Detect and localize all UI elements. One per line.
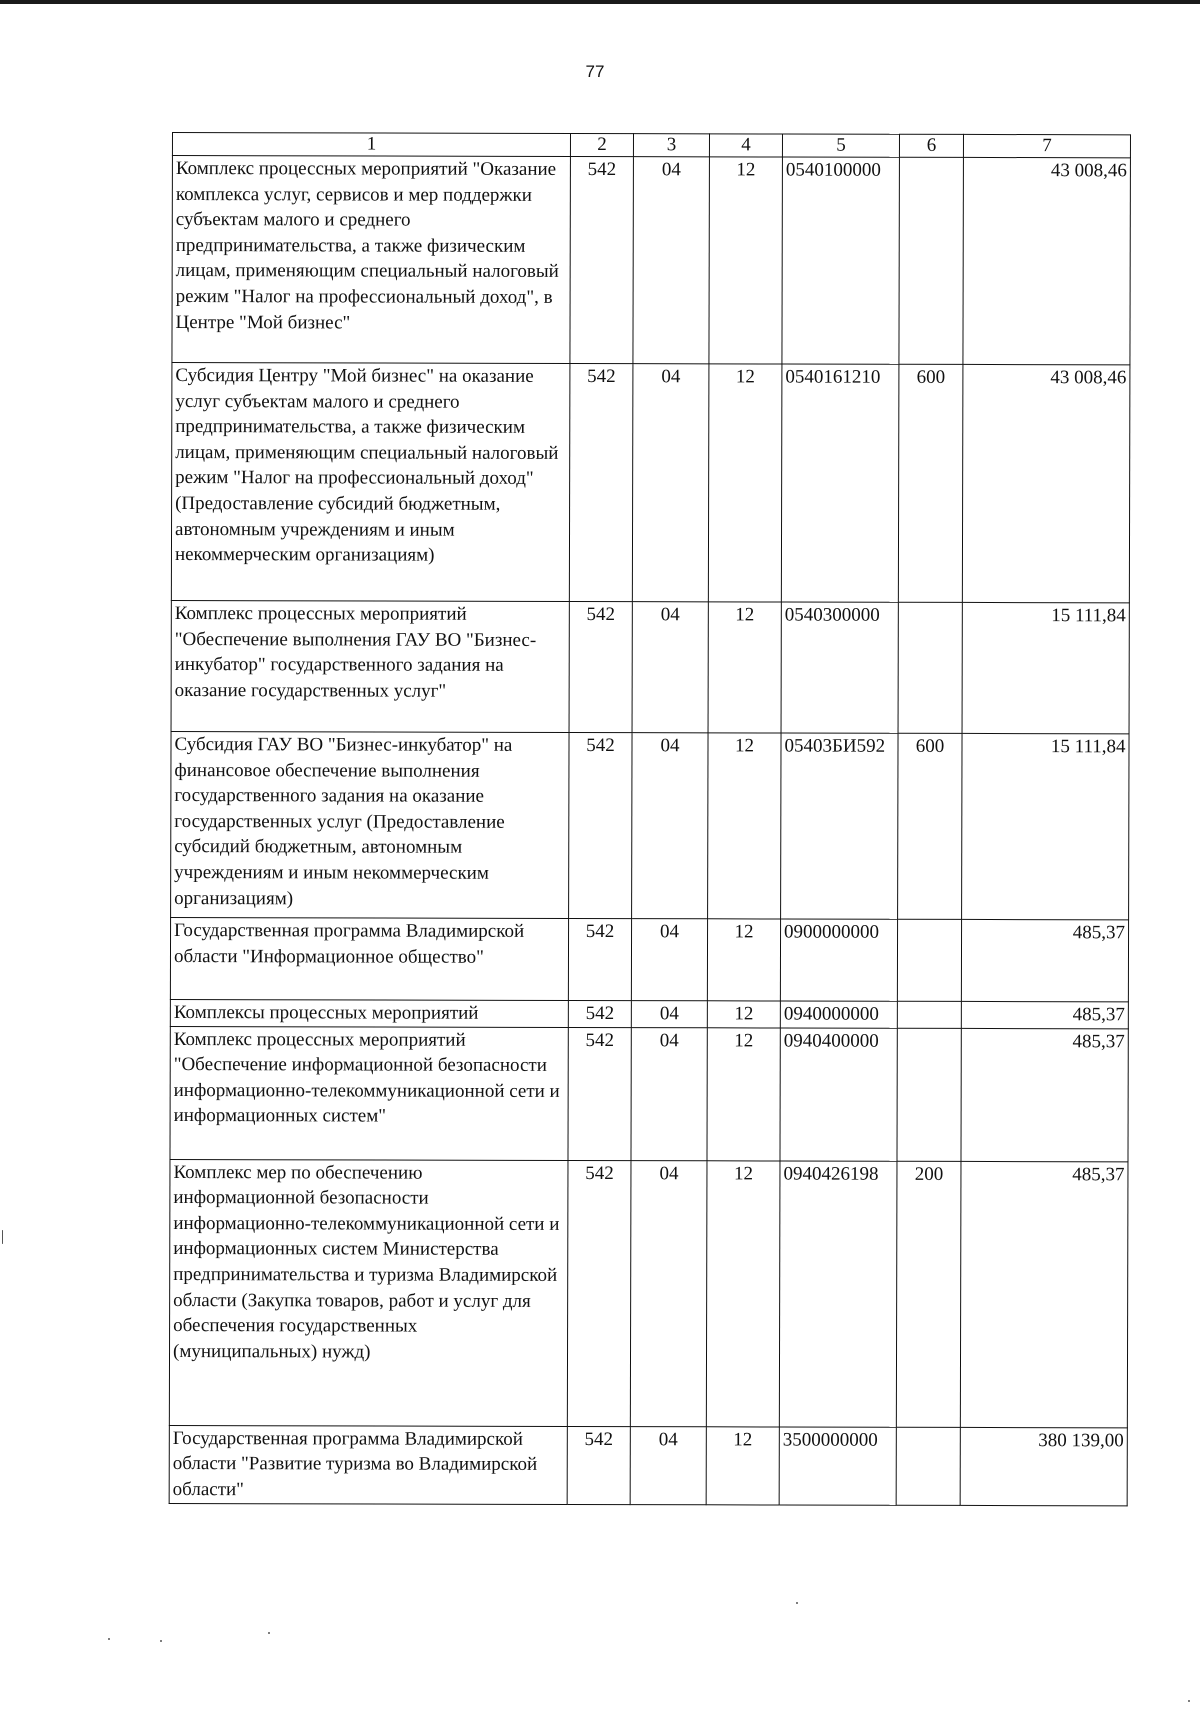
header-row: [172, 133, 1130, 158]
column-header: 6: [899, 134, 963, 157]
row-code-6: [899, 157, 964, 364]
row-code-5: 0940400000: [780, 1028, 897, 1161]
column-header: 2: [570, 133, 633, 156]
row-code-4: 12: [708, 602, 781, 733]
row-code-3: 04: [630, 1426, 706, 1504]
row-name: Государственная программа Владимирской области "Информационное общество": [170, 917, 568, 1000]
row-code-2: 542: [569, 363, 633, 601]
row-code-2: 542: [568, 1027, 631, 1160]
row-name: Комплекс процессных мероприятий "Оказание комплекса услуг, сервисов и мер поддержки субъектам малого и среднего предпринимательства, а также физическим лицам, применяющим специальный налоговый режим "Налог на профессиональный доход", в Центре "Мой бизнес": [172, 156, 571, 364]
row-code-5: 0940000000: [780, 1001, 897, 1028]
row-code-4: 12: [706, 1426, 779, 1504]
row-code-6: [898, 602, 962, 733]
scan-speck: [160, 1640, 162, 1642]
column-header: 3: [633, 134, 709, 157]
table-row: [169, 1159, 1128, 1427]
row-code-4: 12: [707, 1001, 780, 1028]
row-code-6: [897, 1001, 961, 1028]
scan-speck: [1188, 1700, 1190, 1702]
row-code-3: 04: [631, 919, 707, 1001]
row-code-5: 0940426198: [779, 1161, 897, 1427]
row-code-5: 05403БИ592: [781, 733, 898, 919]
row-code-2: 542: [569, 732, 632, 918]
row-name: Субсидия Центру "Мой бизнес" на оказание услуг субъектам малого и среднего предпринимательства, а также физическим лицам, применяющим специальный налоговый режим "Налог на профессиональный доход" (Предоставление субсидий бюджетным, автономным учреждениям и иным некоммерческим организациям): [171, 363, 570, 602]
table-row: [171, 731, 1129, 919]
row-code-2: 542: [567, 1160, 631, 1426]
row-code-6: 600: [898, 733, 962, 919]
row-name: Комплексы процессных мероприятий: [170, 999, 568, 1027]
row-code-6: [897, 919, 961, 1001]
page-number: 77: [585, 62, 605, 81]
row-code-4: 12: [707, 1027, 780, 1160]
table-row: [170, 917, 1128, 1001]
row-code-2: 542: [569, 601, 632, 732]
row-code-5: 0540100000: [782, 157, 900, 364]
scan-speck: [108, 1638, 110, 1640]
row-code-4: 12: [708, 733, 781, 919]
row-amount: 485,37: [961, 1001, 1128, 1028]
row-amount: 15 111,84: [962, 733, 1129, 919]
row-code-3: 04: [630, 1160, 707, 1426]
row-code-2: 542: [570, 156, 634, 363]
scan-speck: [268, 1632, 270, 1634]
row-code-6: 200: [896, 1161, 961, 1427]
column-header: 7: [963, 134, 1130, 157]
row-amount: 43 008,46: [962, 364, 1130, 602]
row-code-3: 04: [632, 733, 708, 919]
budget-table: [169, 132, 1131, 1506]
scan-speck: [796, 1602, 798, 1604]
table-row: [171, 600, 1129, 733]
row-amount: 485,37: [961, 919, 1128, 1001]
row-code-2: 542: [568, 1000, 631, 1027]
column-header: 5: [782, 134, 899, 157]
row-code-6: [896, 1427, 960, 1505]
row-amount: 43 008,46: [963, 157, 1131, 364]
row-name: Комплекс мер по обеспечению информационной безопасности информационно-телекоммуникационной сети и информационных систем Министерства предпринимательства и туризма Владимирской области (Закупка товаров, работ и услуг для обеспечения государственных (муниципальных) нужд): [169, 1159, 568, 1426]
row-code-4: 12: [706, 1160, 780, 1426]
row-amount: 15 111,84: [962, 602, 1129, 733]
row-amount: 485,37: [961, 1028, 1128, 1161]
row-code-5: 3500000000: [779, 1427, 896, 1505]
row-amount: 380 139,00: [960, 1427, 1127, 1505]
column-header: 1: [172, 133, 570, 157]
row-code-3: 04: [631, 1027, 707, 1160]
row-code-4: 12: [709, 157, 783, 364]
table-row: [170, 999, 1128, 1028]
row-name: Комплекс процессных мероприятий "Обеспечение информационной безопасности информационно-телекоммуникационной сети и информационных систем": [170, 1026, 568, 1160]
table-row: [170, 1026, 1128, 1161]
row-name: Субсидия ГАУ ВО "Бизнес-инкубатор" на финансовое обеспечение выполнения государственного задания на оказание государственных услуг (Предоставление субсидий бюджетным, автономным учреждениям и иным некоммерческим организациям): [171, 731, 569, 918]
row-code-6: 600: [898, 364, 963, 602]
scan-top-edge: [0, 0, 1200, 4]
row-code-5: 0540161210: [781, 364, 899, 602]
row-code-3: 04: [633, 157, 710, 364]
row-amount: 485,37: [960, 1161, 1128, 1427]
table-row: [171, 363, 1130, 603]
table-row: [172, 156, 1131, 365]
row-code-6: [897, 1028, 961, 1161]
row-code-3: 04: [632, 602, 708, 733]
table-row: [169, 1425, 1127, 1505]
row-code-5: 0540300000: [781, 602, 898, 733]
row-code-3: 04: [631, 1001, 707, 1028]
scan-speck: [2, 1230, 3, 1244]
row-code-2: 542: [567, 1426, 630, 1504]
row-code-2: 542: [568, 918, 631, 1000]
column-header: 4: [709, 134, 782, 157]
row-name: Государственная программа Владимирской области "Развитие туризма во Владимирской области": [169, 1425, 567, 1504]
row-code-3: 04: [632, 364, 709, 602]
row-code-4: 12: [708, 364, 782, 602]
row-code-5: 0900000000: [780, 919, 897, 1001]
row-name: Комплекс процессных мероприятий "Обеспечение выполнения ГАУ ВО "Бизнес-инкубатор" государственного задания на оказание государственных услуг": [171, 600, 569, 732]
row-code-4: 12: [707, 919, 780, 1001]
